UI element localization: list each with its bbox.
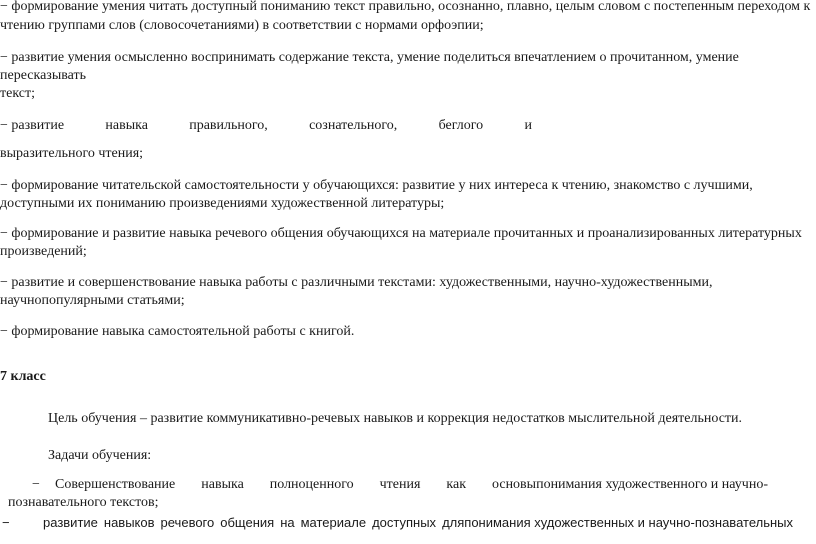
- word: чтения: [379, 477, 421, 492]
- task-item: [55, 476, 768, 494]
- word: доступных: [372, 515, 437, 530]
- word: − развитие: [0, 118, 65, 133]
- word: навыков: [103, 515, 155, 530]
- list-item: [0, 117, 532, 135]
- word: сознательного,: [309, 118, 398, 133]
- task-item: [43, 514, 793, 532]
- list-item-continuation: доступными их пониманию произведениями художественной литературы;: [0, 196, 445, 211]
- task-bullet: −: [32, 477, 40, 492]
- word: общения: [220, 515, 275, 530]
- word: развитие: [43, 515, 98, 530]
- section-heading: 7 класс: [0, 369, 46, 384]
- list-item-continuation: текст;: [0, 86, 36, 101]
- task-bullet: −: [2, 515, 10, 530]
- list-item: − развитие и совершенствование навыка работы с различными текстами: художественными, научно-художественными,: [0, 275, 713, 290]
- list-item: − формирование навыка самостоятельной работы с книгой.: [0, 324, 355, 339]
- list-item: − формирование умения читать доступный пониманию текст правильно, осознанно, плавно, целым словом с постепенным переходом к: [0, 0, 811, 14]
- word: правильного,: [189, 118, 268, 133]
- word: как: [446, 477, 467, 492]
- word: речевого: [160, 515, 215, 530]
- word: материале: [300, 515, 367, 530]
- word: на: [280, 515, 295, 530]
- word: и: [524, 118, 532, 133]
- list-item-continuation: чтению группами слов (словосочетаниями) в соответствии с нормами орфоэпии;: [0, 18, 484, 33]
- list-item: − формирование и развитие навыка речевого общения обучающихся на материале прочитанных и проанализированных литературных: [0, 226, 802, 241]
- list-item-continuation: произведений;: [0, 244, 87, 259]
- list-item-continuation: выразительного чтения;: [0, 146, 144, 161]
- tasks-label: Задачи обучения:: [48, 448, 152, 463]
- word: беглого: [438, 118, 484, 133]
- word: навыка: [201, 477, 244, 492]
- word: Совершенствование: [55, 477, 176, 492]
- list-item: − развитие умения осмысленно воспринимать содержание текста, умение поделиться впечатлением о прочитанном, умение: [0, 50, 739, 65]
- list-item-continuation: научнопопулярными статьями;: [0, 293, 185, 308]
- task-item-continuation: познавательного текстов;: [8, 495, 159, 510]
- list-item: − формирование читательской самостоятельности у обучающихся: развитие у них интереса к чтению, знакомство с лучшими,: [0, 178, 753, 193]
- goal-paragraph: Цель обучения – развитие коммуникативно-речевых навыков и коррекция недостатков мыслительной деятельности.: [48, 411, 743, 426]
- word: полноценного: [269, 477, 354, 492]
- word: основыпонимания художественного и научно-: [492, 477, 768, 492]
- word: дляпонимания художественных и научно-познавательных: [442, 515, 793, 530]
- list-item-continuation: пересказывать: [0, 68, 87, 83]
- word: навыка: [105, 118, 148, 133]
